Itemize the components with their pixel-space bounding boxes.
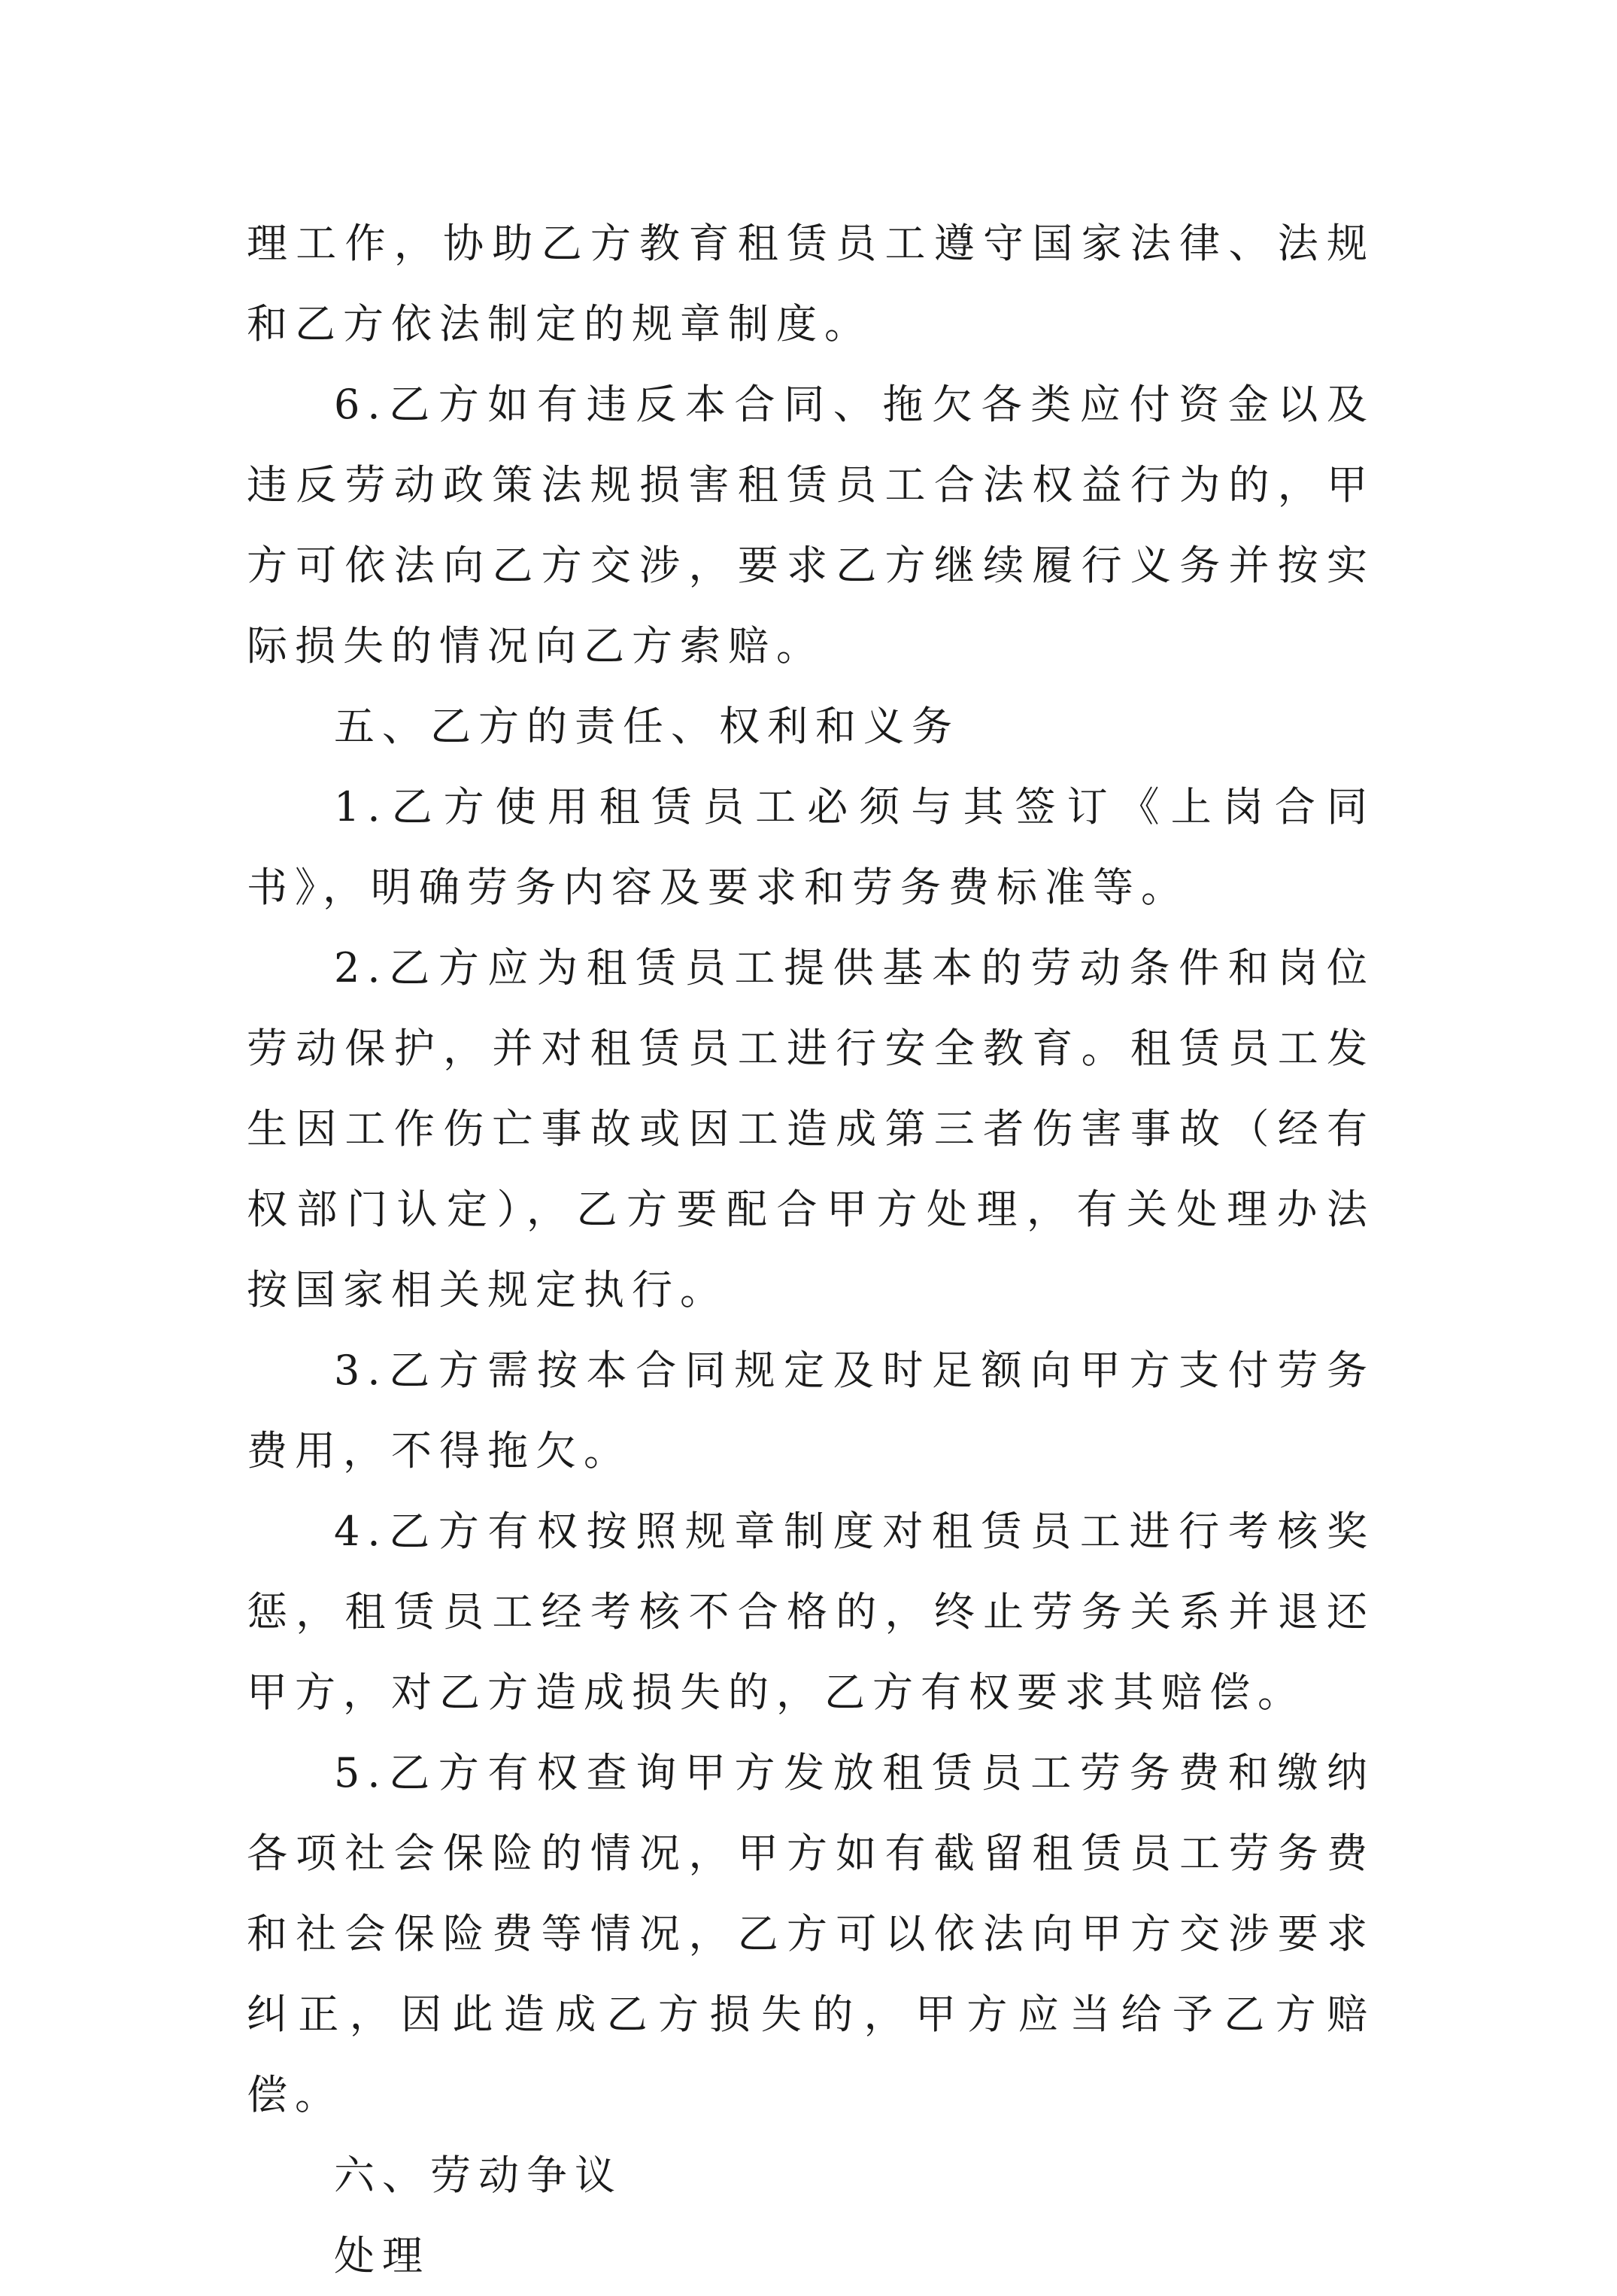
clause-4-6: 6.乙方如有违反本合同、拖欠各类应付资金以及违反劳动政策法规损害租赁员工合法权益行为的，甲方可依法向乙方交涉，要求乙方继续履行义务并按实际损失的情况向乙方索赔。 — [247, 381, 1375, 670]
document-body — [247, 203, 1375, 2296]
clause-5-5: 5.乙方有权查询甲方发放租赁员工劳务费和缴纳各项社会保险的情况，甲方如有截留租赁员工劳务费和社会保险费等情况，乙方可以依法向甲方交涉要求纠正，因此造成乙方损失的，甲方应当给予乙方赔偿。 — [247, 1749, 1375, 2118]
section-heading-6: 六、劳动争议 — [334, 2152, 623, 2199]
paragraph-continuation: 理工作，协助乙方教育租赁员工遵守国家法律、法规和乙方依法制定的规章制度。 — [247, 220, 1375, 348]
clause-5-3: 3.乙方需按本合同规定及时足额向甲方支付劳务费用，不得拖欠。 — [247, 1347, 1375, 1474]
clause-5-4: 4.乙方有权按照规章制度对租赁员工进行考核奖惩，租赁员工经考核不合格的，终止劳务关系并退还甲方，对乙方造成损失的，乙方有权要求其赔偿。 — [247, 1508, 1375, 1716]
clause-5-1: 1.乙方使用租赁员工必须与其签订《上岗合同书》，明确劳务内容及要求和劳务费标准等。 — [247, 783, 1375, 911]
clause-5-2: 2.乙方应为租赁员工提供基本的劳动条件和岗位劳动保护，并对租赁员工进行安全教育。租赁员工发生因工作伤亡事故或因工造成第三者伤害事故（经有权部门认定），乙方要配合甲方处理，有关处理办法按国家相关规定执行。 — [247, 944, 1375, 1314]
section-6-subtext: 处理 — [334, 2232, 430, 2279]
section-heading-5: 五、乙方的责任、权利和义务 — [334, 703, 960, 750]
